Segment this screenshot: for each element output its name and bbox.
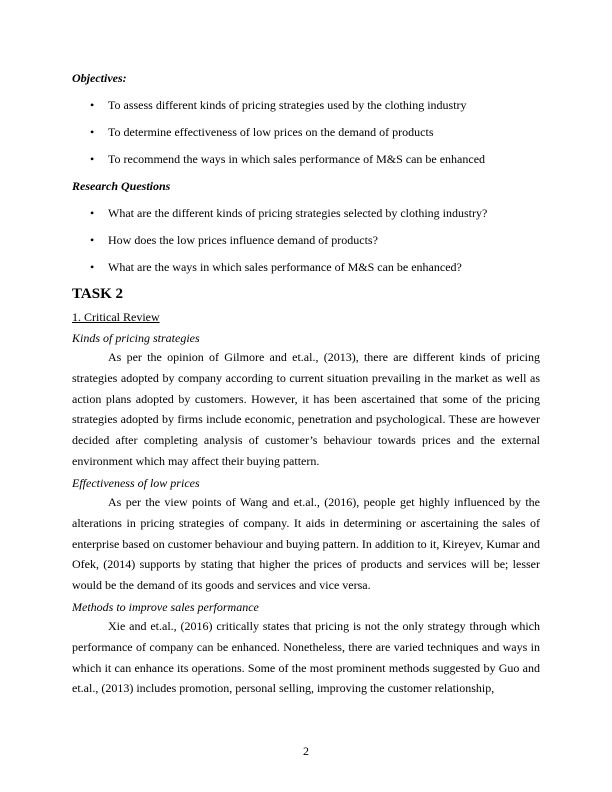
task-title: TASK 2 [72, 286, 123, 302]
question-text: How does the low prices influence demand of products? [108, 233, 378, 247]
bullet-icon: • [90, 206, 95, 220]
objectives-heading: Objectives: [72, 71, 127, 85]
bullet-icon: • [90, 233, 95, 247]
research-questions-heading: Research Questions [72, 179, 171, 193]
objective-text: To assess different kinds of pricing strategies used by the clothing industry [108, 98, 467, 112]
bullet-icon: • [90, 125, 95, 139]
subsection-heading: Kinds of pricing strategies [72, 331, 200, 345]
subsection-heading: Methods to improve sales performance [72, 600, 259, 614]
bullet-icon: • [90, 98, 95, 112]
section-heading: 1. Critical Review [72, 310, 160, 324]
question-text: What are the different kinds of pricing strategies selected by clothing industry? [108, 206, 488, 220]
objective-text: To recommend the ways in which sales performance of M&S can be enhanced [108, 152, 486, 166]
subsection-heading: Effectiveness of low prices [72, 476, 200, 490]
body-paragraph: As per the view points of Wang and et.al., (2016), people get highly influenced by the alterations in pricing strategies of company. It aids in determining or ascertaining the sales of enterprise based on customer behaviour and buying pattern. In addition to it, Kireyev, Kumar and Ofek, (2014) supports by stating that higher the prices of products and services will be; lesser would be the demand of its goods and services and vice versa. [72, 495, 540, 593]
bullet-icon: • [90, 152, 95, 166]
bullet-icon: • [90, 260, 95, 274]
question-text: What are the ways in which sales performance of M&S can be enhanced? [108, 260, 462, 274]
page-number: 2 [303, 744, 309, 758]
body-paragraph: Xie and et.al., (2016) critically states that pricing is not the only strategy through which performance of company can be enhanced. Nonetheless, there are varied techniques and ways in which it can enhance its operations. Some of the most prominent methods suggested by Guo and et.al., (2013) includes promotion, personal selling, improving the customer relationship, [72, 619, 540, 696]
body-paragraph: As per the opinion of Gilmore and et.al., (2013), there are different kinds of pricing strategies adopted by company according to current situation prevailing in the market as well as action plans adopted by customers. However, it has been ascertained that some of the pricing strategies adopted by firms include economic, penetration and psychological. These are however decided after completing analysis of customer’s behaviour towards prices and the external environment which may affect their buying pattern. [72, 350, 540, 468]
objective-text: To determine effectiveness of low prices on the demand of products [108, 125, 434, 139]
